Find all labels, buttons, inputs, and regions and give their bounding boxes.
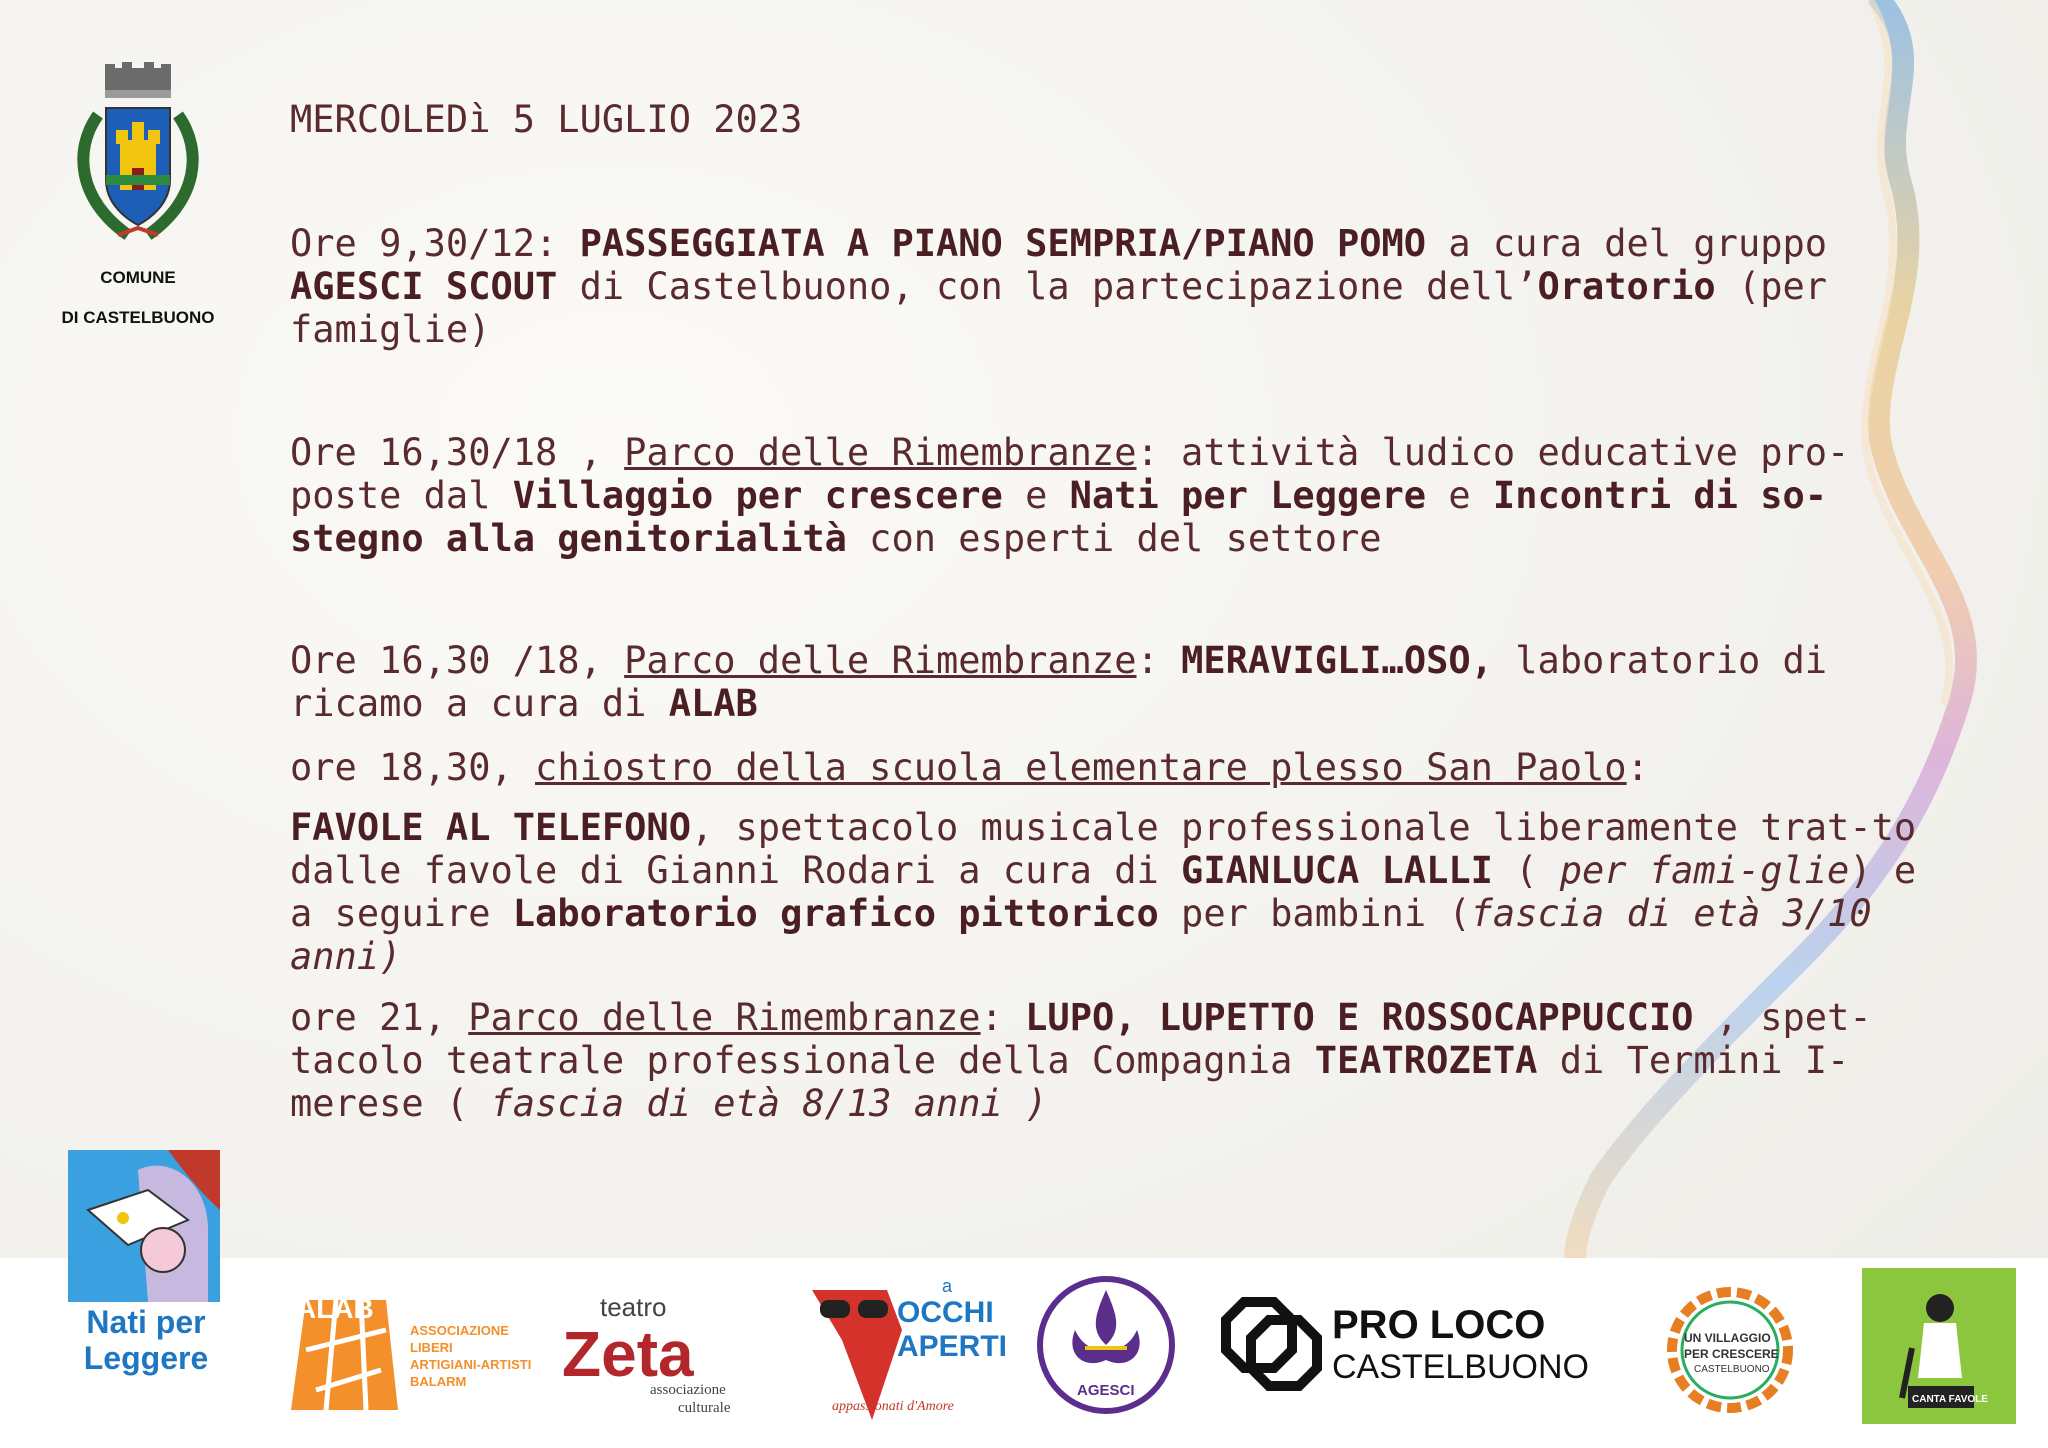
svg-text:PRO LOCO: PRO LOCO <box>1332 1303 1546 1347</box>
castelbuono-crest-icon <box>58 60 218 260</box>
nati-per-leggere-logo-icon <box>68 1150 220 1302</box>
crest-label-comune: COMUNE <box>100 268 176 287</box>
schedule-item-2: Ore 16,30/18 , Parco delle Rimembranze: attività ludico educative pro-poste dal Villaggio per crescere e Nati per Leggere e Incontri di so-stegno alla genitorialità con esperti del settore <box>290 431 1850 560</box>
crest-label-town: DI CASTELBUONO <box>61 308 215 327</box>
svg-text:appassionati d'Amore: appassionati d'Amore <box>832 1399 954 1414</box>
svg-text:teatro: teatro <box>600 1292 667 1322</box>
svg-text:a: a <box>942 1276 953 1296</box>
svg-text:OCCHI: OCCHI <box>897 1296 994 1329</box>
svg-text:AGESCI: AGESCI <box>1077 1382 1135 1399</box>
schedule-item-6: ore 21, Parco delle Rimembranze: LUPO, LUPETTO E ROSSOCAPPUCCIO , spet-tacolo teatrale professionale della Compagnia TEATROZETA di Termini I-merese ( fascia di età 8/13 anni ) <box>290 996 1872 1125</box>
schedule-item-1: Ore 9,30/12: PASSEGGIATA A PIANO SEMPRIA/PIANO POMO a cura del gruppo AGESCI SCOUT di Castelbuono, con la partecipazione dell’Oratorio (per famiglie) <box>290 222 1828 351</box>
event-date: MERCOLEDì 5 LUGLIO 2023 <box>290 98 803 141</box>
un-villaggio-per-crescere-logo-icon <box>1656 1284 1804 1416</box>
pro-loco-logo-icon <box>1224 1292 1604 1392</box>
schedule-item-5: FAVOLE AL TELEFONO, spettacolo musicale professionale liberamente trat-to dalle favole di Gianni Rodari a cura di GIANLUCA LALLI ( per fami-glie) e a seguire Laboratorio grafico pittorico per bambini (fascia di età 3/10 anni) <box>290 806 1917 978</box>
occhi-aperti-logo-icon <box>802 1270 1008 1422</box>
schedule-item-4: ore 18,30, chiostro della scuola elementare plesso San Paolo: <box>290 746 1649 789</box>
alab-caption: ASSOCIAZIONE LIBERI ARTIGIANI-ARTISTI BALARM <box>410 1323 532 1389</box>
svg-text:CANTA FAVOLE: CANTA FAVOLE <box>1912 1394 1988 1405</box>
svg-text:ALAB: ALAB <box>296 1293 374 1324</box>
agesci-logo-icon <box>1035 1270 1177 1420</box>
svg-text:culturale: culturale <box>678 1400 731 1416</box>
canta-favole-logo-icon <box>1862 1268 2016 1424</box>
svg-text:CASTELBUONO: CASTELBUONO <box>1694 1364 1770 1375</box>
svg-text:APERTI: APERTI <box>897 1330 1008 1363</box>
teatro-zeta-logo-icon <box>560 1288 760 1418</box>
nati-per-leggere-label: Nati per <box>86 1304 206 1340</box>
svg-text:CASTELBUONO: CASTELBUONO <box>1332 1348 1589 1386</box>
schedule-item-3: Ore 16,30 /18, Parco delle Rimembranze: MERAVIGLI…OSO, laboratorio di ricamo a cura di ALAB <box>290 639 1828 725</box>
svg-text:Zeta: Zeta <box>562 1318 694 1390</box>
nati-per-leggere-label-2: Leggere <box>83 1340 209 1376</box>
svg-text:PER CRESCERE: PER CRESCERE <box>1684 1347 1779 1361</box>
svg-text:UN VILLAGGIO: UN VILLAGGIO <box>1684 1331 1771 1345</box>
svg-text:associazione: associazione <box>650 1382 726 1398</box>
